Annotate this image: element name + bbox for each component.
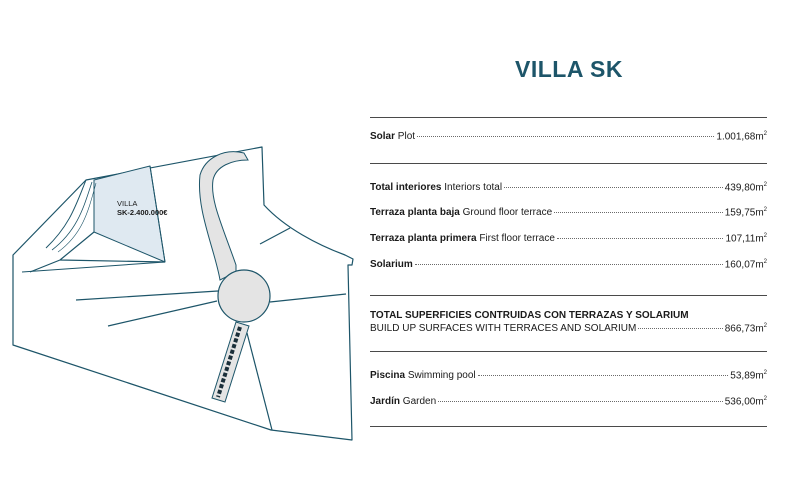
row-label-en: Plot: [397, 131, 416, 143]
lot-price: SK-2.400.000€: [117, 208, 168, 217]
unit-superscript: 2: [763, 396, 767, 402]
row-value: 536,00m: [724, 396, 764, 408]
leader-dots: [417, 136, 714, 137]
leader-dots: [478, 375, 729, 376]
access-road: [199, 152, 270, 402]
row-value: 160,07m: [724, 259, 764, 271]
row-solar: [370, 131, 767, 147]
row-value: 53,89m: [730, 370, 764, 382]
leader-dots: [415, 264, 723, 265]
row-garden: [370, 396, 767, 412]
leader-dots: [557, 238, 724, 239]
page-title: VILLA SK: [515, 56, 623, 82]
unit-superscript: 2: [763, 131, 767, 137]
row-label-en: Interiors total: [444, 182, 503, 194]
row-label-es: Piscina: [370, 370, 406, 382]
row-value: 107,11m: [725, 233, 764, 245]
unit-superscript: 2: [763, 207, 767, 213]
row-label-en: Garden: [402, 396, 437, 408]
row-interiors: [370, 182, 767, 198]
leader-dots: [638, 328, 722, 329]
divider: [370, 351, 767, 352]
row-label-es: Terraza planta baja: [370, 207, 460, 219]
row-label-en: Ground floor terrace: [462, 207, 553, 219]
row-label-es: Solar: [370, 131, 396, 143]
row-ground-terrace: [370, 207, 767, 223]
leader-dots: [504, 187, 723, 188]
unit-superscript: 2: [763, 323, 767, 329]
row-pool: [370, 370, 767, 386]
row-label-en: First floor terrace: [479, 233, 555, 245]
row-value: 866,73m: [724, 323, 764, 335]
row-label-es: Solarium: [370, 259, 413, 271]
row-label-en: Swimming pool: [407, 370, 476, 382]
row-value: 159,75m: [724, 207, 764, 219]
row-label-es: Terraza planta primera: [370, 233, 477, 245]
leader-dots: [438, 401, 723, 402]
row-build-up-total: [370, 323, 767, 339]
unit-superscript: 2: [763, 370, 767, 376]
site-plan: [0, 0, 380, 484]
row-first-terrace: [370, 233, 767, 249]
unit-superscript: 2: [763, 259, 767, 265]
total-heading: TOTAL SUPERFICIES CONTRUIDAS CON TERRAZAS Y SOLARIUM: [370, 310, 689, 321]
row-label-es: Jardín: [370, 396, 401, 408]
leader-dots: [554, 212, 723, 213]
row-label-es: Total interiores: [370, 182, 442, 194]
divider: [370, 295, 767, 296]
divider: [370, 117, 767, 118]
lot-label: VILLA: [117, 199, 138, 208]
row-label-en: BUILD UP SURFACES WITH TERRACES AND SOLARIUM: [370, 323, 637, 335]
row-solarium: [370, 259, 767, 275]
unit-superscript: 2: [763, 182, 767, 188]
divider: [370, 163, 767, 164]
row-value: 439,80m: [724, 182, 764, 194]
divider: [370, 426, 767, 427]
unit-superscript: 2: [763, 233, 767, 239]
row-value: 1.001,68m: [716, 131, 764, 143]
